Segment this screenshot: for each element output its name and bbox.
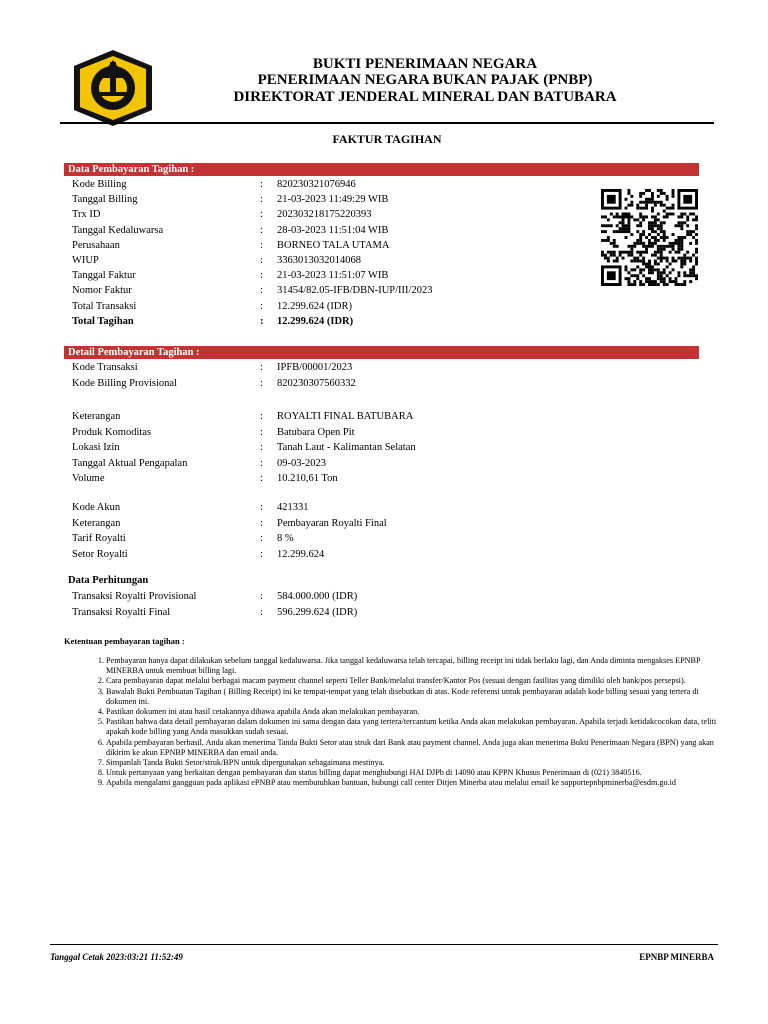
row-label: Kode Akun — [72, 502, 121, 513]
row-label: WIUP — [72, 255, 99, 266]
row-label: Total Tagihan — [72, 315, 134, 327]
ketentuan-item: 5. Pastikan bahwa data detail pembayaran dalam dokumen ini sama dengan data yang tertera/tercantum ketika Anda akan melakukan pembayaran. Apabila terjadi ketidakcocokan data, teliti apakah kode billing yang Anda masukkan sudah sesuai. — [106, 717, 718, 737]
row-label: Tanggal Faktur — [72, 270, 136, 282]
ketentuan-item: 6. Apabila pembayaran berhasil, Anda akan menerima Tanda Bukti Setor atau struk dari Bank atau payment channel. Anda juga akan menerima Bukti Penerimaan Negara (BPN) yang akan dikirim ke akun EPNBP MINERBA dan email anda. — [106, 738, 718, 758]
row-sep: : — [260, 179, 263, 190]
row-sep: : — [260, 411, 263, 422]
row-sep: : — [260, 548, 263, 560]
data-row — [72, 531, 692, 546]
data-row — [72, 283, 692, 298]
row-label: Trx ID — [72, 209, 101, 221]
footer-rule — [50, 944, 718, 945]
data-row — [72, 589, 692, 604]
data-row — [72, 516, 692, 531]
data-row — [72, 192, 692, 207]
row-sep: : — [260, 315, 264, 327]
row-value: IPFB/00001/2023 — [277, 362, 353, 373]
row-value: BORNEO TALA UTAMA — [277, 239, 390, 251]
row-sep: : — [260, 502, 263, 513]
footer-brand: EPNBP MINERBA — [639, 952, 714, 962]
row-label: Nomor Faktur — [72, 285, 132, 297]
data-row — [72, 425, 692, 440]
ketentuan-item: 3. Bawalah Bukti Pembuatan Tagihan ( Billing Receipt) ini ke tempat-tempat yang telah disebutkan di atas. Kode referensi untuk pembayaran adalah kode billing sesuai yang tertera di dokumen ini. — [106, 687, 718, 707]
header-line-3: DIREKTORAT JENDERAL MINERAL DAN BATUBARA — [233, 89, 617, 105]
header-rule — [60, 122, 714, 124]
row-sep: : — [260, 209, 263, 221]
row-sep: : — [260, 300, 263, 312]
row-value: 12.299.624 — [277, 548, 325, 560]
row-value: 21-03-2023 11:49:29 WIB — [277, 194, 389, 206]
row-label: Keterangan — [72, 411, 121, 422]
data-row — [72, 314, 692, 329]
row-sep: : — [260, 270, 263, 282]
row-sep: : — [260, 442, 263, 453]
row-sep: : — [260, 533, 263, 544]
row-label: Produk Komoditas — [72, 426, 152, 438]
row-sep: : — [260, 194, 263, 206]
row-value: 31454/82.05-IFB/DBN-IUP/III/2023 — [277, 285, 433, 297]
data-row — [72, 177, 692, 192]
row-value: 09-03-2023 — [277, 457, 326, 469]
perhitungan-title: Data Perhitungan — [68, 575, 149, 586]
row-sep: : — [260, 591, 263, 602]
data-row — [72, 471, 692, 486]
esdm-logo — [70, 48, 156, 128]
ketentuan-item: 4. Pastikan dokumen ini atau hasil cetakannya dibawa apabila Anda akan melakukan pembayaran. — [106, 707, 718, 717]
row-value: 28-03-2023 11:51:04 WIB — [277, 224, 389, 236]
row-label: Tanggal Kedaluwarsa — [72, 224, 164, 236]
data-row — [72, 299, 692, 314]
row-sep: : — [260, 426, 263, 438]
row-value: 202303218175220393 — [277, 209, 372, 221]
row-value: 820230307560332 — [277, 377, 356, 389]
row-sep: : — [260, 457, 263, 469]
data-row — [72, 456, 692, 471]
row-value: 3363013032014068 — [277, 255, 361, 266]
row-value: 12.299.624 (IDR) — [277, 300, 352, 312]
row-label: Keterangan — [72, 517, 121, 529]
row-value: 12.299.624 (IDR) — [277, 315, 354, 327]
row-label: Volume — [72, 473, 105, 484]
row-label: Kode Transaksi — [72, 362, 138, 373]
section-bar-detail: Detail Pembayaran Tagihan : — [64, 346, 699, 359]
qr-code — [601, 189, 698, 286]
row-label: Perusahaan — [72, 239, 120, 251]
ketentuan-item: 9. Apabila mengalami gangguan pada aplikasi ePNBP atau membutuhkan bantuan, hubungi call center Ditjen Minerba atau melalui email ke supportepnbpminerba@esdm.go.id — [106, 778, 718, 788]
row-value: Tanah Laut - Kalimantan Selatan — [277, 442, 416, 453]
row-sep: : — [260, 224, 263, 236]
row-label: Transaksi Royalti Provisional — [72, 591, 197, 602]
row-sep: : — [260, 285, 263, 297]
row-label: Transaksi Royalti Final — [72, 606, 171, 618]
data-row — [72, 605, 692, 620]
row-sep: : — [260, 473, 263, 484]
section-bar-pembayaran: Data Pembayaran Tagihan : — [64, 163, 699, 176]
row-value: 8 % — [277, 533, 294, 544]
row-sep: : — [260, 606, 263, 618]
row-value: 421331 — [277, 502, 309, 513]
data-row — [72, 360, 692, 375]
row-value: Pembayaran Royalti Final — [277, 517, 387, 529]
row-label: Lokasi Izin — [72, 442, 120, 453]
ketentuan-item: 1. Pembayaran hanya dapat dilakukan sebelum tanggal kedaluwarsa. Jika tanggal kedaluwarsa telah tercapai, billing receipt ini tidak berlaku lagi, dan Anda diminta mengakses EPNBP MINERBA untuk membuat billing lagi. — [106, 656, 718, 676]
row-label: Kode Billing — [72, 179, 127, 190]
header-line-1: BUKTI PENERIMAAN NEGARA — [312, 56, 538, 72]
ketentuan-item: 7. Simpanlah Tanda Bukti Setor/struk/BPN untuk dipergunakan sebagaimana mestinya. — [106, 758, 718, 768]
row-sep: : — [260, 377, 263, 389]
data-row — [72, 223, 692, 238]
data-row — [72, 207, 692, 222]
header-line-2: PENERIMAAN NEGARA BUKAN PAJAK (PNBP) — [257, 72, 593, 88]
doc-title: FAKTUR TAGIHAN — [332, 132, 442, 146]
data-row — [72, 547, 692, 562]
data-row — [72, 268, 692, 283]
row-value: 584.000.000 (IDR) — [277, 591, 358, 602]
row-label: Tanggal Aktual Pengapalan — [72, 457, 188, 469]
row-label: Setor Royalti — [72, 548, 128, 560]
row-value: 21-03-2023 11:51:07 WIB — [277, 270, 389, 282]
row-sep: : — [260, 255, 263, 266]
print-date: Tanggal Cetak 2023:03:21 11:52:49 — [50, 952, 183, 962]
row-sep: : — [260, 517, 263, 529]
ketentuan-list — [92, 656, 718, 789]
row-value: 820230321076946 — [277, 179, 356, 190]
row-label: Total Transaksi — [72, 300, 137, 312]
data-row — [72, 238, 692, 253]
data-row — [72, 376, 692, 391]
data-row — [72, 440, 692, 455]
row-value: Batubara Open Pit — [277, 426, 355, 438]
row-value: ROYALTI FINAL BATUBARA — [277, 411, 414, 422]
data-row — [72, 253, 692, 268]
row-label: Tarif Royalti — [72, 533, 126, 544]
row-value: 10.210,61 Ton — [277, 473, 338, 484]
ketentuan-item: 8. Untuk pertanyaan yang berkaitan dengan pembayaran dan status billing dapat menghubungi HAI DJPb di 14090 atau KPPN Khusus Penerimaan di (021) 3840516. — [106, 768, 718, 778]
ketentuan-title: Ketentuan pembayaran tagihan : — [64, 636, 185, 646]
row-value: 596.299.624 (IDR) — [277, 606, 358, 618]
data-row — [72, 500, 692, 515]
row-label: Tanggal Billing — [72, 194, 138, 206]
data-row — [72, 409, 692, 424]
ketentuan-item: 2. Cara pembayaran dapat melalui berbagai macam payment channel seperti Teller Bank/melalui transfer/Kantor Pos (sesuai dengan fasilitas yang dimiliki oleh bank/pos persepsi). — [106, 676, 718, 686]
row-label: Kode Billing Provisional — [72, 377, 177, 389]
row-sep: : — [260, 239, 263, 251]
row-sep: : — [260, 362, 263, 373]
